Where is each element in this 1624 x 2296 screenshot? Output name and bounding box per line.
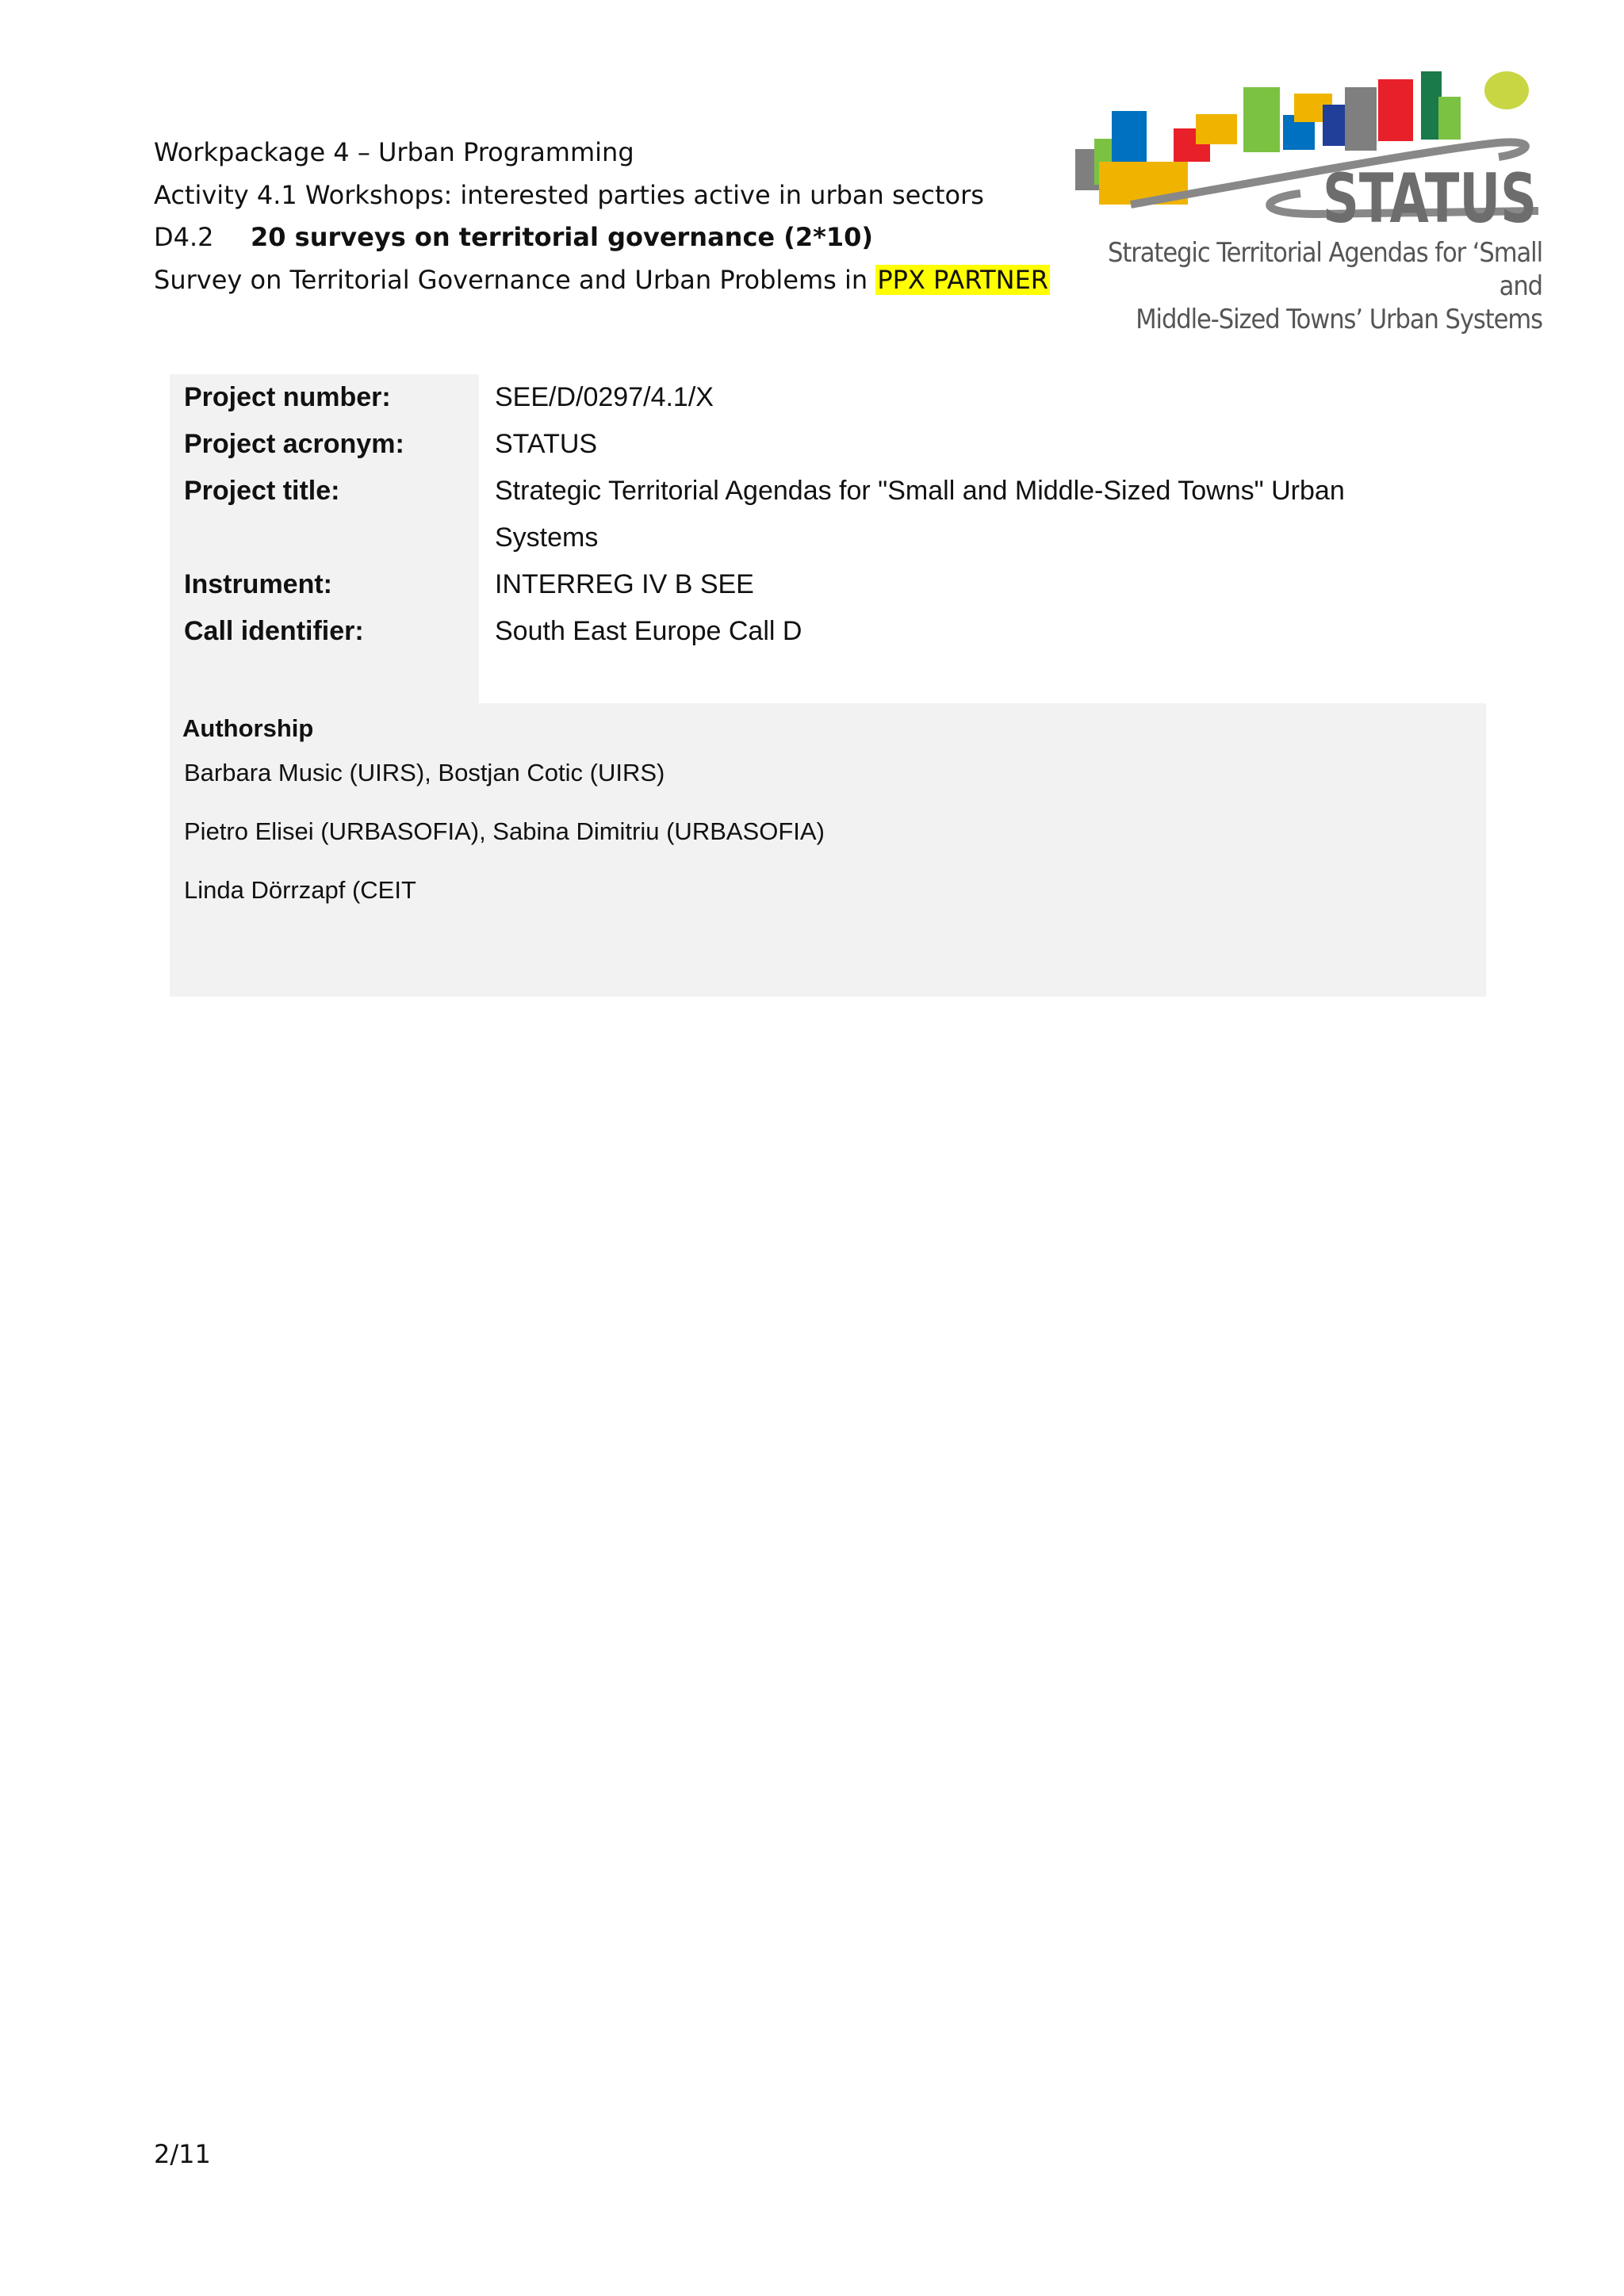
call-identifier-label: Call identifier:: [184, 616, 364, 646]
workpackage-line: Workpackage 4 – Urban Programming: [154, 137, 634, 167]
logo-sun: [1484, 71, 1529, 109]
survey-partner-highlight: PPX PARTNER: [877, 264, 1049, 295]
instrument-value: INTERREG IV B SEE: [495, 569, 754, 599]
logo-subtitle-line1: Strategic Territorial Agendas for ‘Small and: [1107, 237, 1542, 302]
logo-bar: [1243, 87, 1280, 152]
project-title-value: Strategic Territorial Agendas for "Small and Middle-Sized Towns" Urban Systems: [495, 476, 1345, 553]
deliverable-code: D4.2: [154, 222, 214, 252]
page-number: 2/11: [154, 2139, 211, 2169]
logo-bar: [1345, 87, 1377, 151]
author-line: Linda Dörrzapf (CEIT: [184, 876, 416, 904]
instrument-label: Instrument:: [184, 569, 332, 599]
status-logo-graphic: [1055, 63, 1546, 239]
deliverable-line: [154, 216, 1050, 259]
logo-bar: [1438, 97, 1461, 140]
author-line: Barbara Music (UIRS), Bostjan Cotic (UIRS): [184, 759, 665, 786]
status-logo: [1055, 63, 1546, 335]
activity-line: Activity 4.1 Workshops: interested parties active in urban sectors: [154, 179, 984, 210]
deliverable-title: 20 surveys on territorial governance (2*10): [251, 222, 874, 252]
author-line: Pietro Elisei (URBASOFIA), Sabina Dimitriu (URBASOFIA): [184, 817, 825, 845]
survey-prefix: Survey on Territorial Governance and Urban Problems in: [154, 264, 876, 295]
logo-subtitle-line2: Middle-Sized Towns’ Urban Systems: [1136, 304, 1542, 335]
logo-wordmark: STATUS: [1323, 159, 1537, 239]
call-identifier-value: South East Europe Call D: [495, 616, 802, 646]
logo-subtitle: [1104, 236, 1543, 336]
logo-bar: [1196, 114, 1237, 144]
authorship-heading: Authorship: [182, 714, 314, 742]
survey-line: [154, 259, 1050, 302]
project-number-value: SEE/D/0297/4.1/X: [495, 382, 714, 412]
project-acronym-value: STATUS: [495, 429, 598, 459]
project-acronym-label: Project acronym:: [184, 429, 404, 459]
document-header: [154, 132, 1050, 301]
authorship-section: [170, 703, 1486, 997]
project-number-label: Project number:: [184, 382, 391, 412]
logo-bar: [1378, 79, 1413, 141]
project-title-label: Project title:: [184, 476, 340, 506]
